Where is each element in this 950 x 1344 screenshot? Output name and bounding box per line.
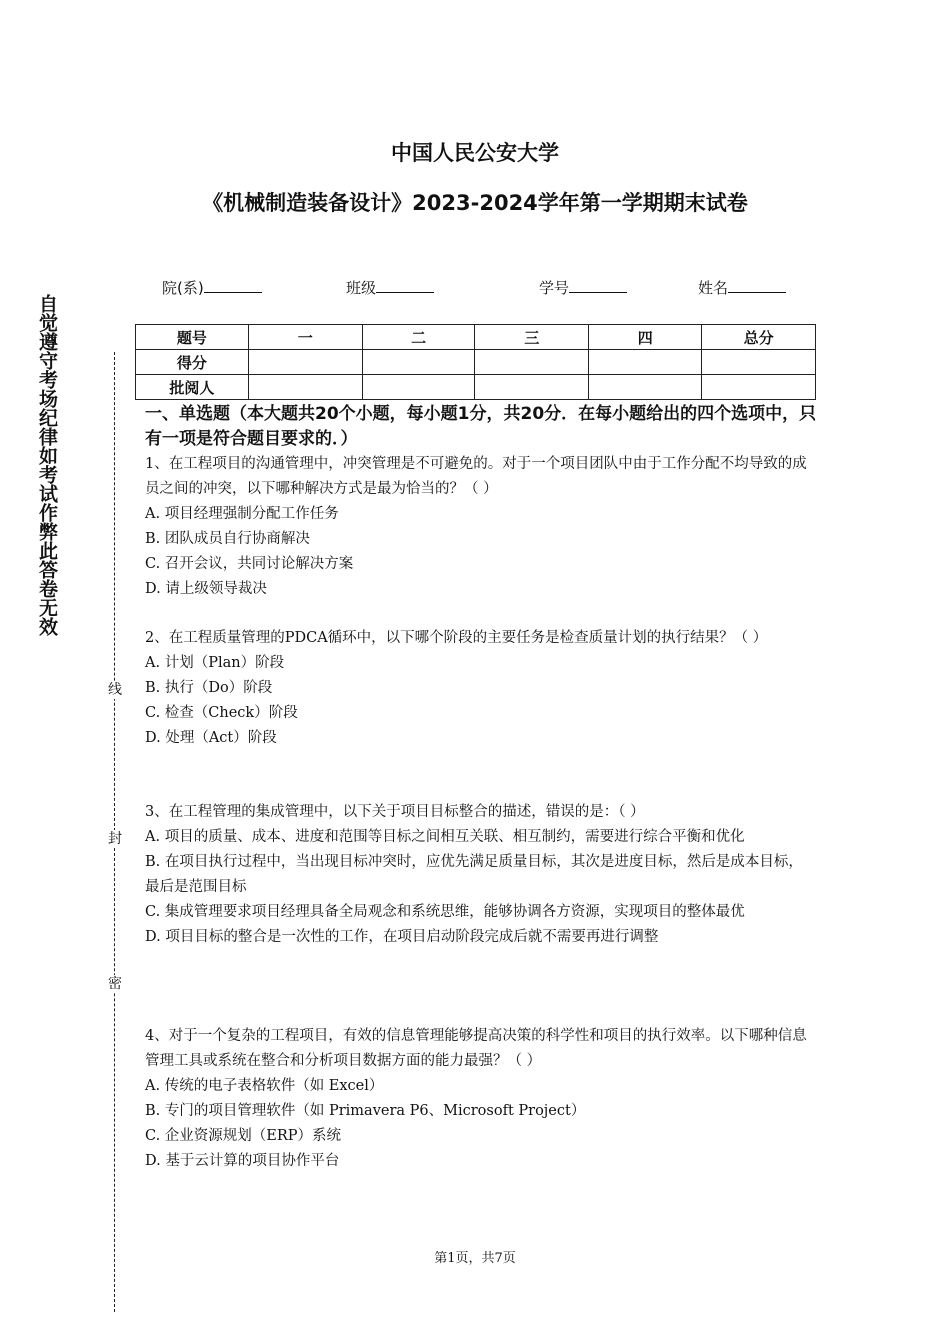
score-table-row: [136, 350, 816, 375]
question-3: [145, 800, 815, 950]
question-2: [145, 626, 815, 751]
score-header-cell: 题号: [136, 325, 249, 350]
score-cell[interactable]: [589, 350, 702, 375]
info-label: 班级: [346, 279, 377, 297]
score-cell[interactable]: [702, 350, 816, 375]
question-stem: 3、在工程管理的集成管理中，以下关于项目目标整合的描述，错误的是：（ ）: [145, 804, 645, 820]
score-header-cell: 四: [589, 325, 702, 350]
question-4: [145, 1024, 815, 1174]
option-a[interactable]: A. 传统的电子表格软件（如 Excel）: [145, 1078, 384, 1094]
score-table: [135, 324, 816, 400]
option-b[interactable]: B. 执行（Do）阶段: [145, 680, 273, 696]
section-title: 一、单选题（本大题共20个小题，每小题1分，共20分．在每小题给出的四个选项中，只有一项是符合题目要求的．）: [145, 404, 817, 449]
seal-mark-line: 线: [105, 681, 125, 699]
question-stem: 4、对于一个复杂的工程项目，有效的信息管理能够提高决策的科学性和项目的执行效率。以下哪种信息管理工具或系统在整合和分析项目数据方面的能力最强？（ ）: [145, 1028, 807, 1069]
score-cell[interactable]: [248, 375, 362, 400]
question-stem: 2、在工程质量管理的PDCA循环中，以下哪个阶段的主要任务是检查质量计划的执行结果？（ ）: [145, 630, 768, 646]
option-c[interactable]: C. 企业资源规划（ERP）系统: [145, 1128, 342, 1144]
score-row-label: 得分: [136, 350, 249, 375]
option-d[interactable]: D. 基于云计算的项目协作平台: [145, 1153, 340, 1169]
score-cell[interactable]: [362, 375, 475, 400]
score-header-cell: 二: [362, 325, 475, 350]
option-c[interactable]: C. 召开会议，共同讨论解决方案: [145, 556, 354, 572]
option-d[interactable]: D. 请上级领导裁决: [145, 581, 267, 597]
score-cell[interactable]: [589, 375, 702, 400]
score-cell[interactable]: [475, 375, 589, 400]
option-d[interactable]: D. 处理（Act）阶段: [145, 730, 277, 746]
question-stem: 1、在工程项目的沟通管理中，冲突管理是不可避免的。对于一个项目团队中由于工作分配不均导致的成员之间的冲突，以下哪种解决方式是最为恰当的？（ ）: [145, 456, 807, 497]
score-cell[interactable]: [702, 375, 816, 400]
info-field-department[interactable]: [162, 277, 262, 298]
option-a[interactable]: A. 项目的质量、成本、进度和范围等目标之间相互关联、相互制约，需要进行综合平衡和优化: [145, 829, 745, 845]
question-1: [145, 452, 815, 602]
school-name: 中国人民公安大学: [391, 141, 559, 165]
option-a[interactable]: A. 项目经理强制分配工作任务: [145, 506, 339, 522]
option-c[interactable]: C. 检查（Check）阶段: [145, 705, 298, 721]
score-header-cell: 三: [475, 325, 589, 350]
info-field-name[interactable]: [698, 277, 786, 298]
page-footer: 第1页，共7页: [434, 1251, 516, 1266]
info-label: 院(系): [162, 279, 204, 297]
option-b[interactable]: B. 在项目执行过程中，当出现目标冲突时，应优先满足质量目标，其次是进度目标，然后是成本目标，最后是范围目标: [145, 854, 803, 895]
score-table-row: [136, 375, 816, 400]
score-cell[interactable]: [362, 350, 475, 375]
score-table-header-row: [136, 325, 816, 350]
info-label: 姓名: [698, 279, 729, 297]
info-label: 学号: [539, 279, 570, 297]
score-cell[interactable]: [475, 350, 589, 375]
score-header-cell: 总分: [702, 325, 816, 350]
score-header-cell: 一: [248, 325, 362, 350]
option-b[interactable]: B. 专门的项目管理软件（如 Primavera P6、Microsoft Project）: [145, 1103, 586, 1119]
option-b[interactable]: B. 团队成员自行协商解决: [145, 531, 310, 547]
info-field-student-id[interactable]: [539, 277, 627, 298]
score-cell[interactable]: [248, 350, 362, 375]
seal-mark-seal: 封: [105, 830, 125, 848]
score-row-label: 批阅人: [136, 375, 249, 400]
exam-title: 《机械制造装备设计》2023-2024学年第一学期期末试卷: [202, 191, 748, 215]
seal-mark-secret: 密: [105, 975, 125, 993]
info-field-class[interactable]: [346, 277, 434, 298]
option-c[interactable]: C. 集成管理要求项目经理具备全局观念和系统思维，能够协调各方资源，实现项目的整体最优: [145, 904, 745, 920]
option-a[interactable]: A. 计划（Plan）阶段: [145, 655, 285, 671]
option-d[interactable]: D. 项目目标的整合是一次性的工作，在项目启动阶段完成后就不需要再进行调整: [145, 929, 659, 945]
binding-warning: 自觉遵守考场纪律如考试作弊此答卷无效: [36, 294, 58, 636]
